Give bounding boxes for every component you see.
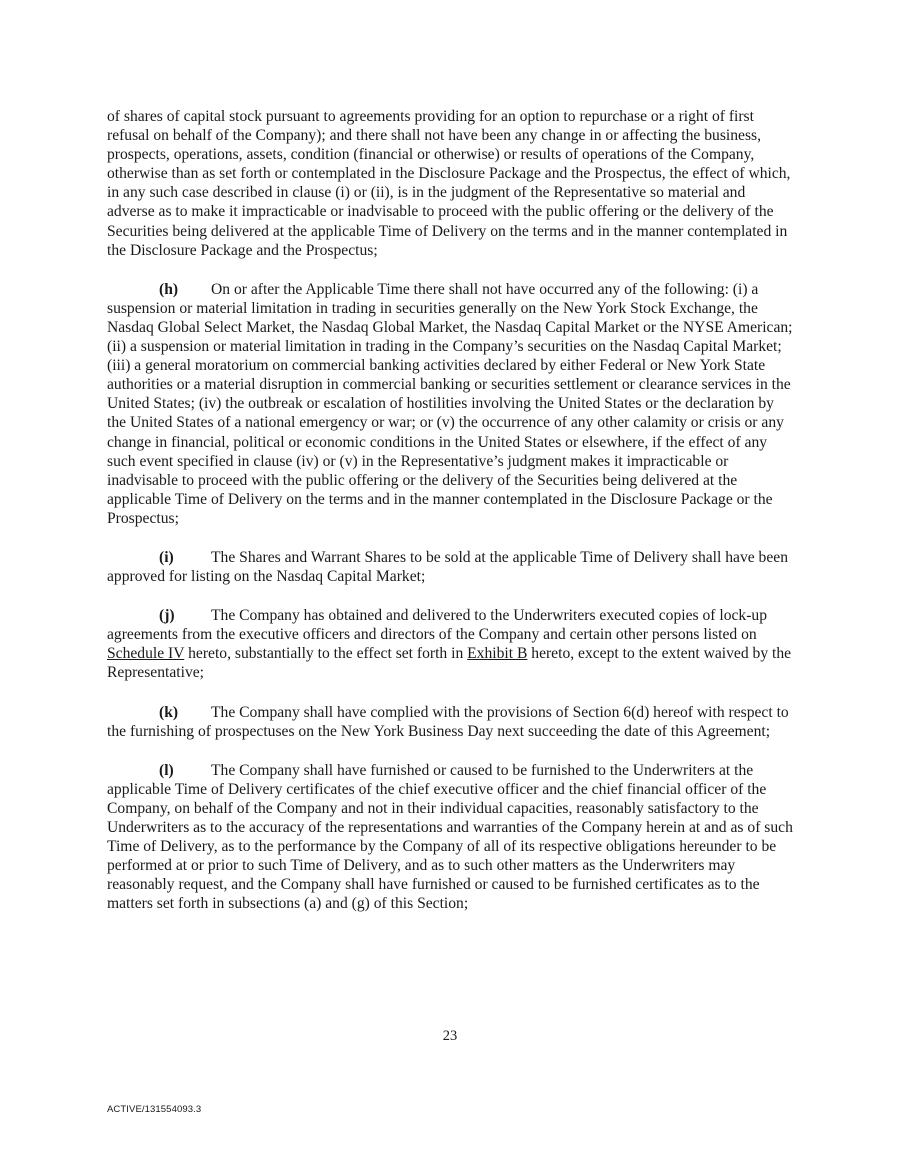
section-l-label: (l) [159,761,174,779]
section-j-label: (j) [159,607,175,625]
section-k [107,703,794,741]
section-l-text: The Company shall have furnished or caused to be furnished to the Underwriters at the applicable Time of Delivery certificates of the chief executive officer and the chief financial officer of the Company, on behalf of the Company and not in their individual capacities, reasonably satisfactory to the Underwriters as to the accuracy of the representations and warranties of the Company herein at and as of such Time of Delivery, as to the performance by the Company of all of its respective obligations hereunder to be performed at or prior to such Time of Delivery, and as to such other matters as the Underwriters may reasonably request, and the Company shall have furnished or caused to be furnished certificates as to the matters set forth in subsections (a) and (g) of this Section; [107,761,793,913]
section-k-text: The Company shall have complied with the provisions of Section 6(d) hereof with respect to the furnishing of prospectuses on the New York Business Day next succeeding the date of this Agreement; [107,703,789,740]
schedule-iv-reference: Schedule IV [107,645,185,663]
section-j-text-before: The Company has obtained and delivered to the Underwriters executed copies of lock-up agreements from the executive officers and directors of the Company and certain other persons listed on [107,607,767,644]
section-h-label: (h) [159,280,179,298]
section-h [107,280,794,528]
page-number: 23 [442,1028,458,1044]
section-i-text: The Shares and Warrant Shares to be sold at the applicable Time of Delivery shall have been approved for listing on the Nasdaq Capital Market; [107,548,788,586]
document-id: ACTIVE/131554093.3 [107,1104,202,1115]
section-k-label: (k) [159,703,179,721]
section-i [107,548,794,586]
section-j-text-after: hereto, except to the extent waived by the Representative; [107,645,792,682]
section-j [107,606,794,682]
section-i-label: (i) [159,548,174,566]
exhibit-b-reference: Exhibit B [467,645,528,663]
section-l [107,761,794,914]
continuation-paragraph: of shares of capital stock pursuant to agreements providing for an option to repurchase or a right of first refusal on behalf of the Company); and there shall not have been any change in or affecting the business, prospects, operations, assets, condition (financial or otherwise) or results of operations of the Company, otherwise than as set forth or contemplated in the Disclosure Package and the Prospectus, the effect of which, in any such case described in clause (i) or (ii), is in the judgment of the Representative so material and adverse as to make it impracticable or inadvisable to proceed with the public offering or the delivery of the Securities being delivered at the applicable Time of Delivery on the terms and in the manner contemplated in the Disclosure Package and the Prospectus; [107,108,791,259]
document-body [107,107,794,933]
section-h-text: On or after the Applicable Time there shall not have occurred any of the following: (i) a suspension or material limitation in trading in securities generally on the New York Stock Exchange, the Nasdaq Global Select Market, the Nasdaq Global Market, the Nasdaq Capital Market or the NYSE American; (ii) a suspension or material limitation in trading in the Company’s securities on the Nasdaq Capital Market; (iii) a general moratorium on commercial banking activities declared by either Federal or New York State authorities or a material disruption in commercial banking or securities settlement or clearance services in the United States; (iv) the outbreak or escalation of hostilities involving the United States or the declaration by the United States of a national emergency or war; or (v) the occurrence of any other calamity or crisis or any change in financial, political or economic conditions in the United States or elsewhere, if the effect of any such event specified in clause (iv) or (v) in the Representative’s judgment makes it impracticable or inadvisable to proceed with the public offering or the delivery of the Securities being delivered at the applicable Time of Delivery on the terms and in the manner contemplated in the Disclosure Package or the Prospectus; [107,280,793,527]
section-j-text-middle: hereto, substantially to the effect set forth in [184,645,468,663]
